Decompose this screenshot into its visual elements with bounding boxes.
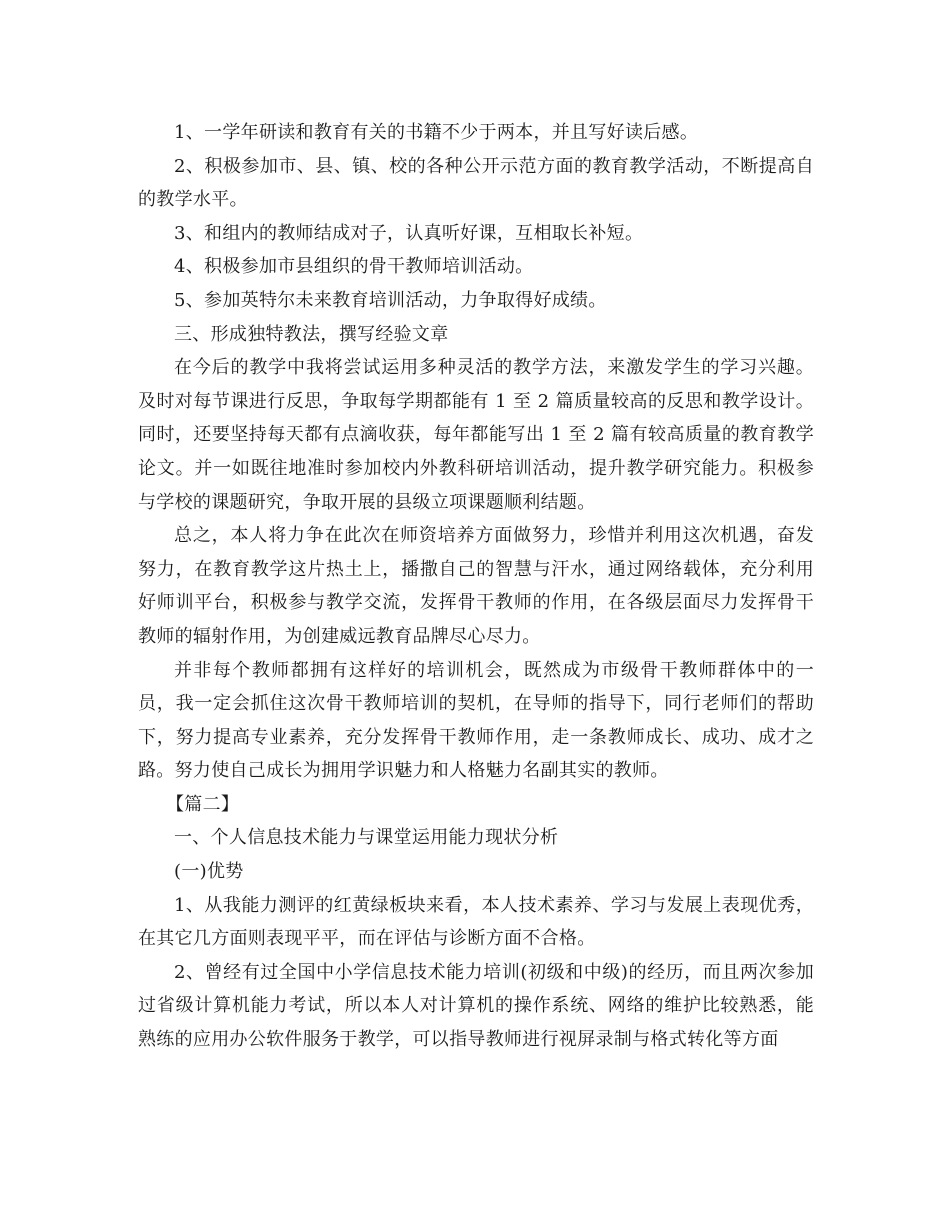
paragraph-goal-3: 3、和组内的教师结成对子，认真听好课，互相取长补短。 [174, 222, 644, 244]
paragraph-goal-5: 5、参加英特尔未来教育培训活动，力争取得好成绩。 [174, 289, 607, 311]
paragraph-goal-1: 1、一学年研读和教育有关的书籍不少于两本，并且写好读后感。 [174, 122, 699, 143]
document-body [138, 116, 814, 1057]
paragraph-goal-2: 2、积极参加市、县、镇、校的各种公开示范方面的教育教学活动，不断提高自的教学水平。 [138, 155, 814, 211]
paragraph-training-opportunity: 并非每个教师都拥有这样好的培训机会，既然成为市级骨干教师群体中的一员，我一定会抓住这次骨干教师培训的契机，在导师的指导下，同行老师们的帮助下，努力提高专业素养，充分发挥骨干教师作用，走一条教师成长、成功、成才之路。努力使自己成长为拥用学识魅力和人格魅力名副其实的教师。 [138, 659, 814, 782]
paragraph-advantage-2: 2、曾经有过全国中小学信息技术能力培训(初级和中级)的经历，而且两次参加过省级计算机能力考试，所以本人对计算机的操作系统、网络的维护比较熟悉，能熟练的应用办公软件服务于教学，可以指导教师进行视屏录制与格式转化等方面 [138, 961, 814, 1051]
article-part-heading: 【篇二】 [166, 793, 240, 815]
paragraph-teaching-method: 在今后的教学中我将尝试运用多种灵活的教学方法，来激发学生的学习兴趣。及时对每节课进行反思，争取每学期都能有 1 至 2 篇质量较高的反思和教学设计。同时，还要坚持每天都有点滴收获，每年都能写出 1 至 2 篇有较高质量的教育教学论文。并一如既往地准时参加校内外教科研培训活动，提升教学研究能力。积极参与学校的课题研究，争取开展的县级立项课题顺利结题。 [138, 357, 814, 513]
subsection-heading-advantages: (一)优势 [174, 861, 244, 883]
paragraph-advantage-1: 1、从我能力测评的红黄绿板块来看，本人技术素养、学习与发展上表现优秀，在其它几方面则表现平平，而在评估与诊断方面不合格。 [138, 894, 814, 950]
section-heading-1: 一、个人信息技术能力与课堂运用能力现状分析 [174, 827, 559, 849]
section-heading-3: 三、形成独特教法，撰写经验文章 [174, 323, 449, 345]
paragraph-goal-4: 4、积极参加市县组织的骨干教师培训活动。 [174, 256, 534, 278]
paragraph-summary: 总之，本人将力争在此次在师资培养方面做努力，珍惜并利用这次机遇，奋发努力，在教育教学这片热土上，播撒自己的智慧与汗水，通过网络载体，充分利用好师训平台，积极参与教学交流，发挥骨干教师的作用，在各级层面尽力发挥骨干教师的辐射作用，为创建威远教育品牌尽心尽力。 [138, 525, 814, 647]
